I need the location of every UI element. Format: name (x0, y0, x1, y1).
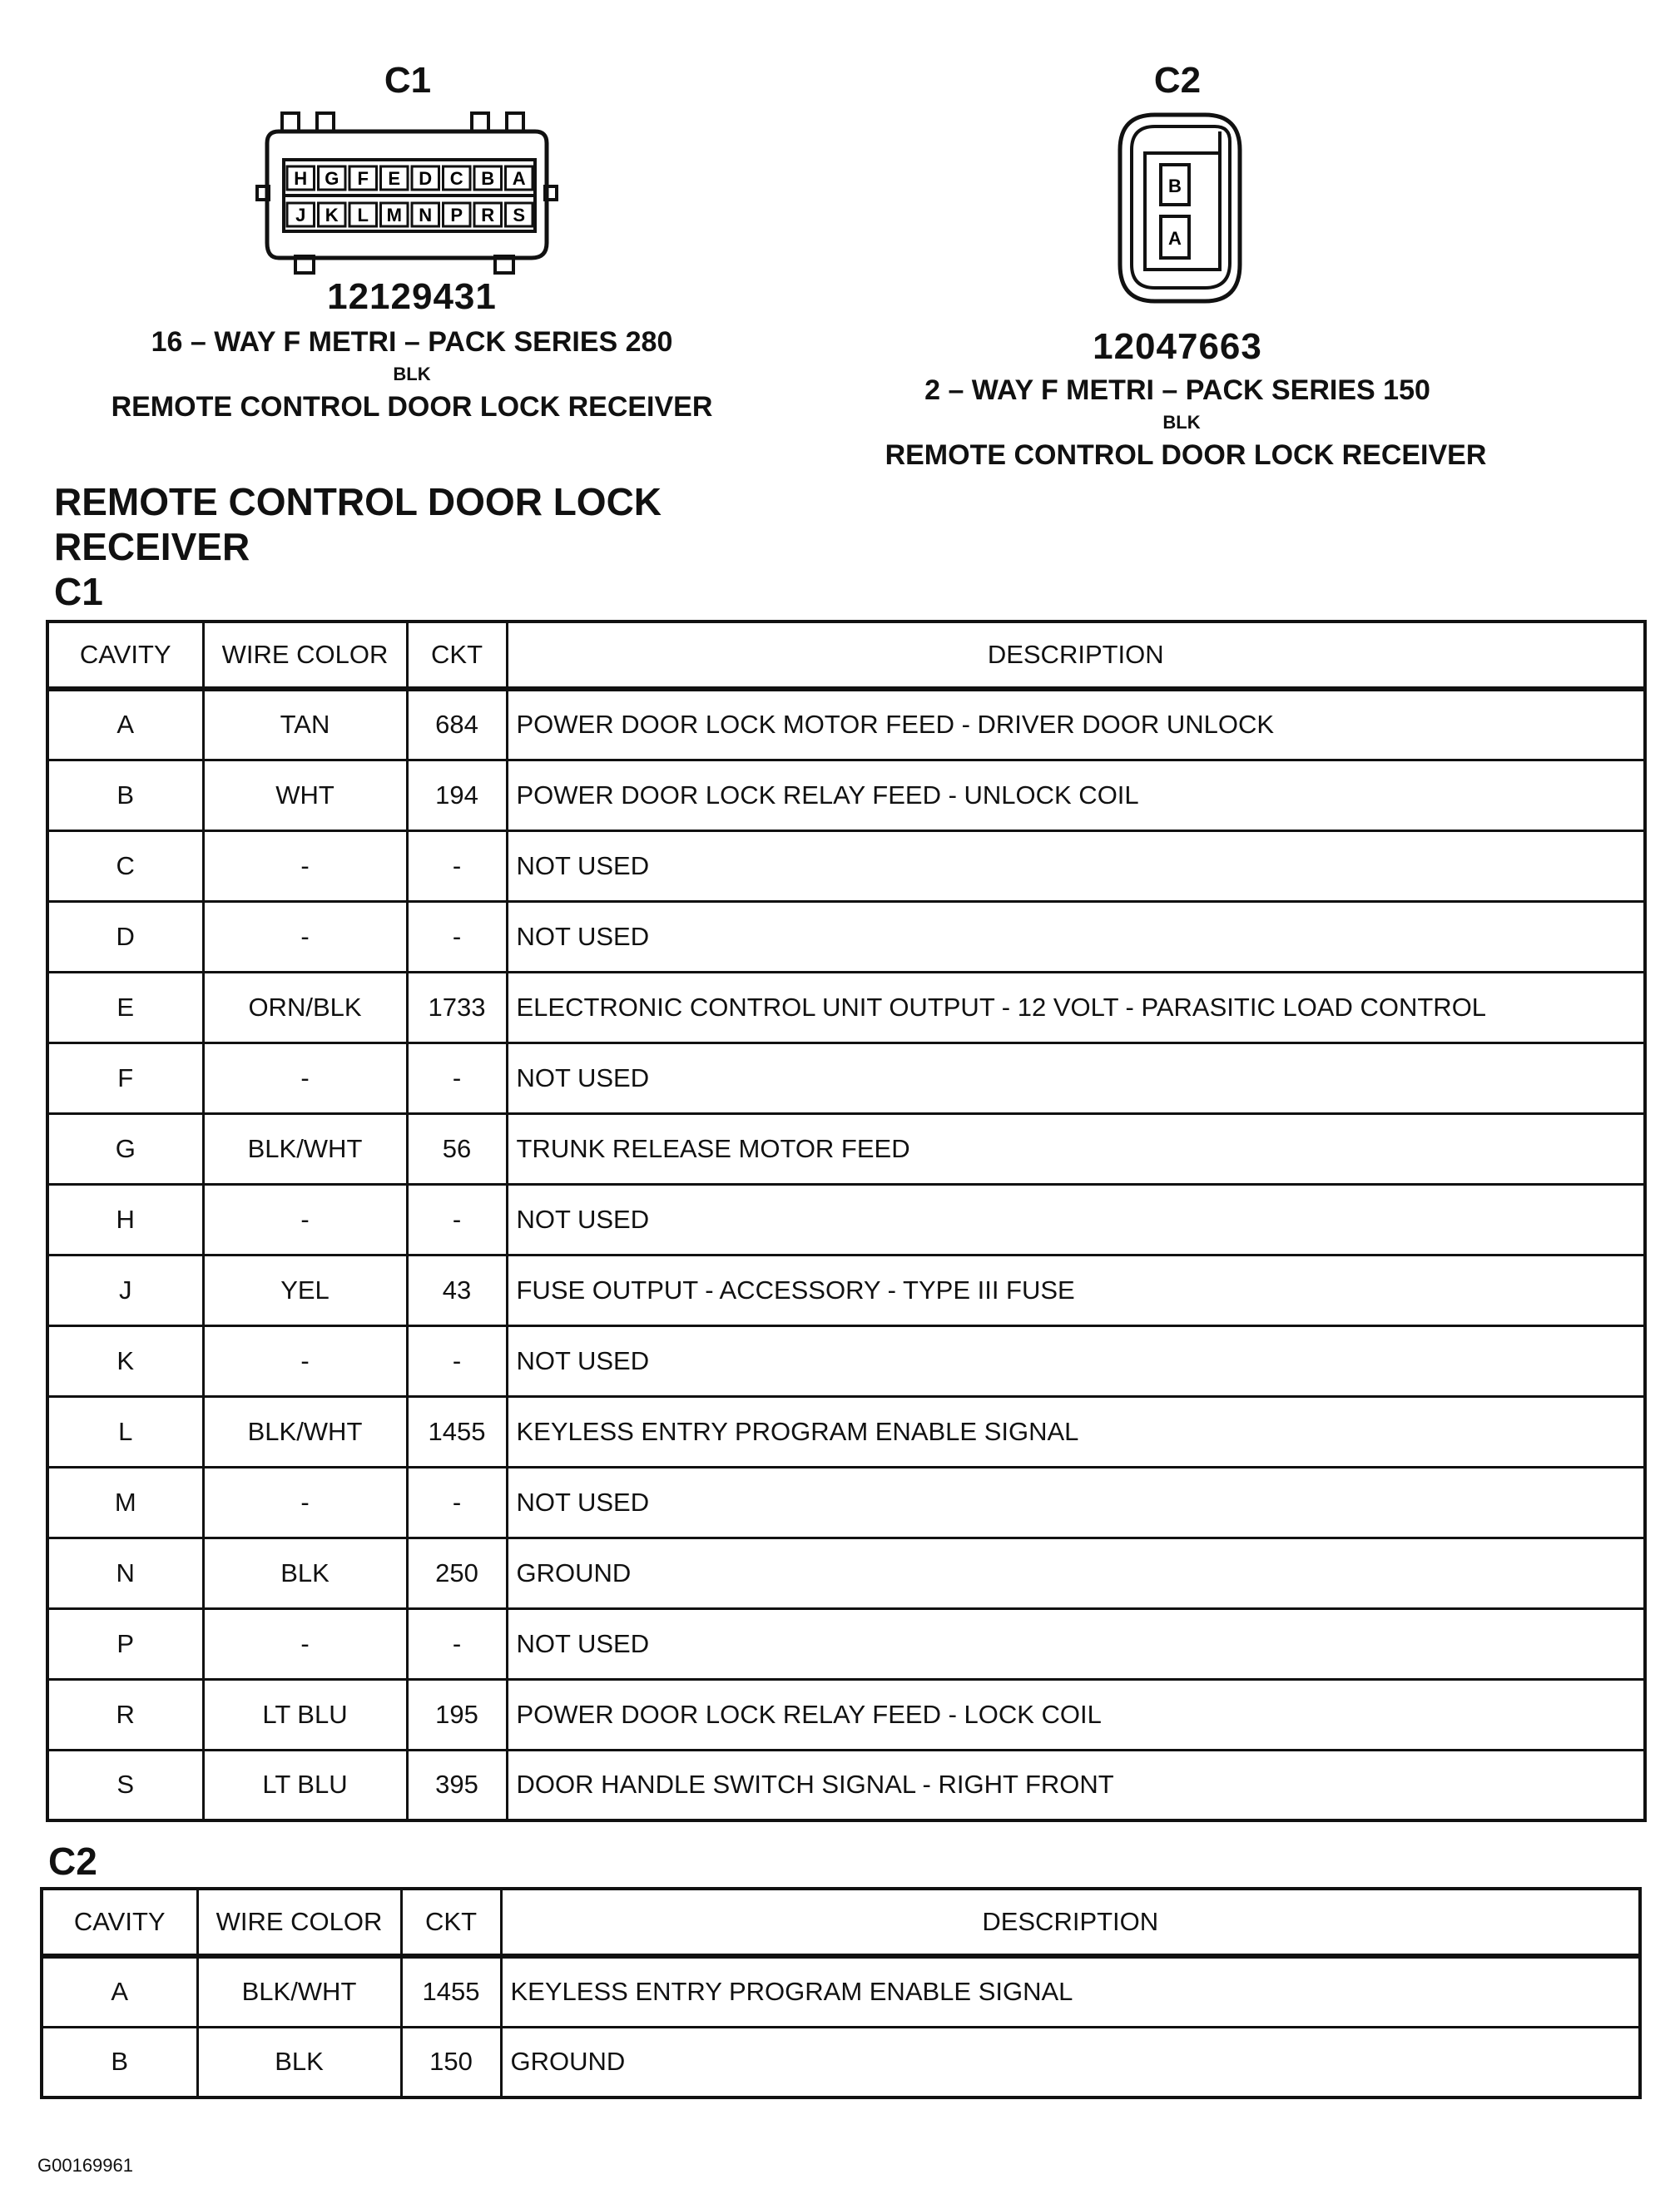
wire-color-cell: WHT (203, 760, 407, 830)
ckt-cell: 195 (407, 1679, 507, 1750)
wire-color-cell: TAN (203, 689, 407, 760)
table-row (47, 1467, 1645, 1538)
cavity-cell: F (47, 1043, 203, 1113)
c1-connector-label: C1 (384, 60, 432, 101)
c1-pin-label: K (325, 205, 339, 225)
header-description: DESCRIPTION (507, 622, 1645, 689)
ckt-cell: 56 (407, 1113, 507, 1184)
header-cavity: CAVITY (42, 1889, 197, 1956)
ckt-cell: - (407, 901, 507, 972)
cavity-cell: S (47, 1750, 203, 1820)
cavity-cell: J (47, 1255, 203, 1325)
cavity-cell: P (47, 1608, 203, 1679)
cavity-cell: M (47, 1467, 203, 1538)
description-cell: NOT USED (507, 1184, 1645, 1255)
wire-color-cell: ORN/BLK (203, 972, 407, 1043)
table-row (47, 1396, 1645, 1467)
wire-color-cell: - (203, 1184, 407, 1255)
table-row (47, 1043, 1645, 1113)
wire-color-cell: BLK/WHT (203, 1396, 407, 1467)
cavity-cell: L (47, 1396, 203, 1467)
cavity-cell: B (47, 760, 203, 830)
description-cell: NOT USED (507, 830, 1645, 901)
cavity-cell: E (47, 972, 203, 1043)
c1-table-title: C1 (54, 570, 103, 613)
c2-connector-label: C2 (1153, 60, 1202, 101)
c1-pin-label: F (357, 168, 369, 189)
header-ckt: CKT (407, 622, 507, 689)
ckt-cell: 395 (407, 1750, 507, 1820)
description-cell: DOOR HANDLE SWITCH SIGNAL - RIGHT FRONT (507, 1750, 1645, 1820)
c1-table-body (47, 689, 1645, 1820)
wire-color-cell: - (203, 1325, 407, 1396)
description-cell: NOT USED (507, 1467, 1645, 1538)
section-title (54, 479, 662, 569)
c1-component-name: REMOTE CONTROL DOOR LOCK RECEIVER (111, 391, 713, 423)
c1-pin-label: H (294, 168, 308, 189)
wire-color-cell: LT BLU (203, 1750, 407, 1820)
wire-color-cell: - (203, 1608, 407, 1679)
cavity-cell: G (47, 1113, 203, 1184)
c2-pinout-table (40, 1887, 1642, 2099)
header-wire-color: WIRE COLOR (197, 1889, 401, 1956)
ckt-cell: - (407, 1325, 507, 1396)
table-row (47, 1325, 1645, 1396)
c2-table-title: C2 (48, 1840, 97, 1883)
c1-pin-label: B (481, 168, 495, 189)
table-row (42, 1956, 1640, 2027)
header-ckt: CKT (401, 1889, 501, 1956)
c1-pin-label: L (357, 205, 369, 225)
c2-connector-face (1115, 110, 1248, 310)
ckt-cell: - (407, 830, 507, 901)
c1-pin-label: J (295, 205, 306, 225)
table-row (47, 1750, 1645, 1820)
table-row (47, 1679, 1645, 1750)
cavity-cell: C (47, 830, 203, 901)
description-cell: KEYLESS ENTRY PROGRAM ENABLE SIGNAL (507, 1396, 1645, 1467)
wire-color-cell: - (203, 1043, 407, 1113)
description-cell: NOT USED (507, 1043, 1645, 1113)
wire-color-cell: - (203, 1467, 407, 1538)
c2-connector-color: BLK (1162, 412, 1201, 433)
description-cell: NOT USED (507, 1608, 1645, 1679)
c1-pin-label: D (419, 168, 433, 189)
wire-color-cell: BLK (203, 1538, 407, 1608)
c2-component-name: REMOTE CONTROL DOOR LOCK RECEIVER (885, 439, 1487, 471)
table-row (47, 1255, 1645, 1325)
description-cell: NOT USED (507, 901, 1645, 972)
wire-color-cell: BLK/WHT (203, 1113, 407, 1184)
ckt-cell: - (407, 1043, 507, 1113)
table-row (47, 972, 1645, 1043)
ckt-cell: 1733 (407, 972, 507, 1043)
wire-color-cell: YEL (203, 1255, 407, 1325)
wire-color-cell: - (203, 901, 407, 972)
c2-table-body (42, 1956, 1640, 2097)
table-row (47, 760, 1645, 830)
description-cell: TRUNK RELEASE MOTOR FEED (507, 1113, 1645, 1184)
section-title-line1: REMOTE CONTROL DOOR LOCK (54, 480, 662, 523)
description-cell: FUSE OUTPUT - ACCESSORY - TYPE III FUSE (507, 1255, 1645, 1325)
cavity-cell: A (42, 1956, 197, 2027)
table-row (47, 1538, 1645, 1608)
ckt-cell: 194 (407, 760, 507, 830)
ckt-cell: 684 (407, 689, 507, 760)
c1-connector-face (254, 110, 570, 276)
c1-connector-color: BLK (393, 364, 431, 384)
c1-pin-label: G (325, 168, 339, 189)
ckt-cell: - (407, 1184, 507, 1255)
description-cell: POWER DOOR LOCK RELAY FEED - UNLOCK COIL (507, 760, 1645, 830)
description-cell: GROUND (501, 2027, 1640, 2097)
description-cell: KEYLESS ENTRY PROGRAM ENABLE SIGNAL (501, 1956, 1640, 2027)
ckt-cell: 1455 (401, 1956, 501, 2027)
c1-connector-type: 16 – WAY F METRI – PACK SERIES 280 (151, 326, 673, 358)
wire-color-cell: BLK/WHT (197, 1956, 401, 2027)
c1-pin-label: N (419, 205, 433, 225)
section-title-line2: RECEIVER (54, 525, 250, 568)
cavity-cell: K (47, 1325, 203, 1396)
description-cell: ELECTRONIC CONTROL UNIT OUTPUT - 12 VOLT - PARASITIC LOAD CONTROL (507, 972, 1645, 1043)
table-row (47, 1184, 1645, 1255)
table-row (47, 1608, 1645, 1679)
table-row (47, 901, 1645, 972)
header-description: DESCRIPTION (501, 1889, 1640, 1956)
c1-pin-label: M (386, 205, 402, 225)
c1-pin-label: A (512, 168, 526, 189)
c1-pinout-table (46, 620, 1647, 1822)
description-cell: GROUND (507, 1538, 1645, 1608)
ckt-cell: 1455 (407, 1396, 507, 1467)
table-row (47, 830, 1645, 901)
ckt-cell: 43 (407, 1255, 507, 1325)
header-wire-color: WIRE COLOR (203, 622, 407, 689)
c2-pin-a-label: A (1168, 228, 1182, 249)
table-row (47, 689, 1645, 760)
c2-part-number: 12047663 (1093, 326, 1262, 367)
wire-color-cell: LT BLU (203, 1679, 407, 1750)
wire-color-cell: BLK (197, 2027, 401, 2097)
cavity-cell: N (47, 1538, 203, 1608)
header-cavity: CAVITY (47, 622, 203, 689)
table-row (42, 2027, 1640, 2097)
cavity-cell: R (47, 1679, 203, 1750)
description-cell: POWER DOOR LOCK MOTOR FEED - DRIVER DOOR UNLOCK (507, 689, 1645, 760)
description-cell: POWER DOOR LOCK RELAY FEED - LOCK COIL (507, 1679, 1645, 1750)
c1-pin-label: E (388, 168, 401, 189)
cavity-cell: H (47, 1184, 203, 1255)
c2-connector-type: 2 – WAY F METRI – PACK SERIES 150 (924, 374, 1430, 406)
description-cell: NOT USED (507, 1325, 1645, 1396)
figure-id: G00169961 (37, 2155, 133, 2176)
cavity-cell: B (42, 2027, 197, 2097)
ckt-cell: 150 (401, 2027, 501, 2097)
ckt-cell: - (407, 1467, 507, 1538)
c1-pin-label: S (513, 205, 526, 225)
ckt-cell: - (407, 1608, 507, 1679)
c1-pin-label: P (450, 205, 463, 225)
c1-pin-label: R (481, 205, 495, 225)
table-header-row (47, 622, 1645, 689)
cavity-cell: D (47, 901, 203, 972)
ckt-cell: 250 (407, 1538, 507, 1608)
wire-color-cell: - (203, 830, 407, 901)
table-header-row (42, 1889, 1640, 1956)
c1-pin-label: C (449, 168, 463, 189)
c2-pin-b-label: B (1168, 176, 1182, 196)
table-row (47, 1113, 1645, 1184)
c1-part-number: 12129431 (327, 276, 497, 317)
cavity-cell: A (47, 689, 203, 760)
